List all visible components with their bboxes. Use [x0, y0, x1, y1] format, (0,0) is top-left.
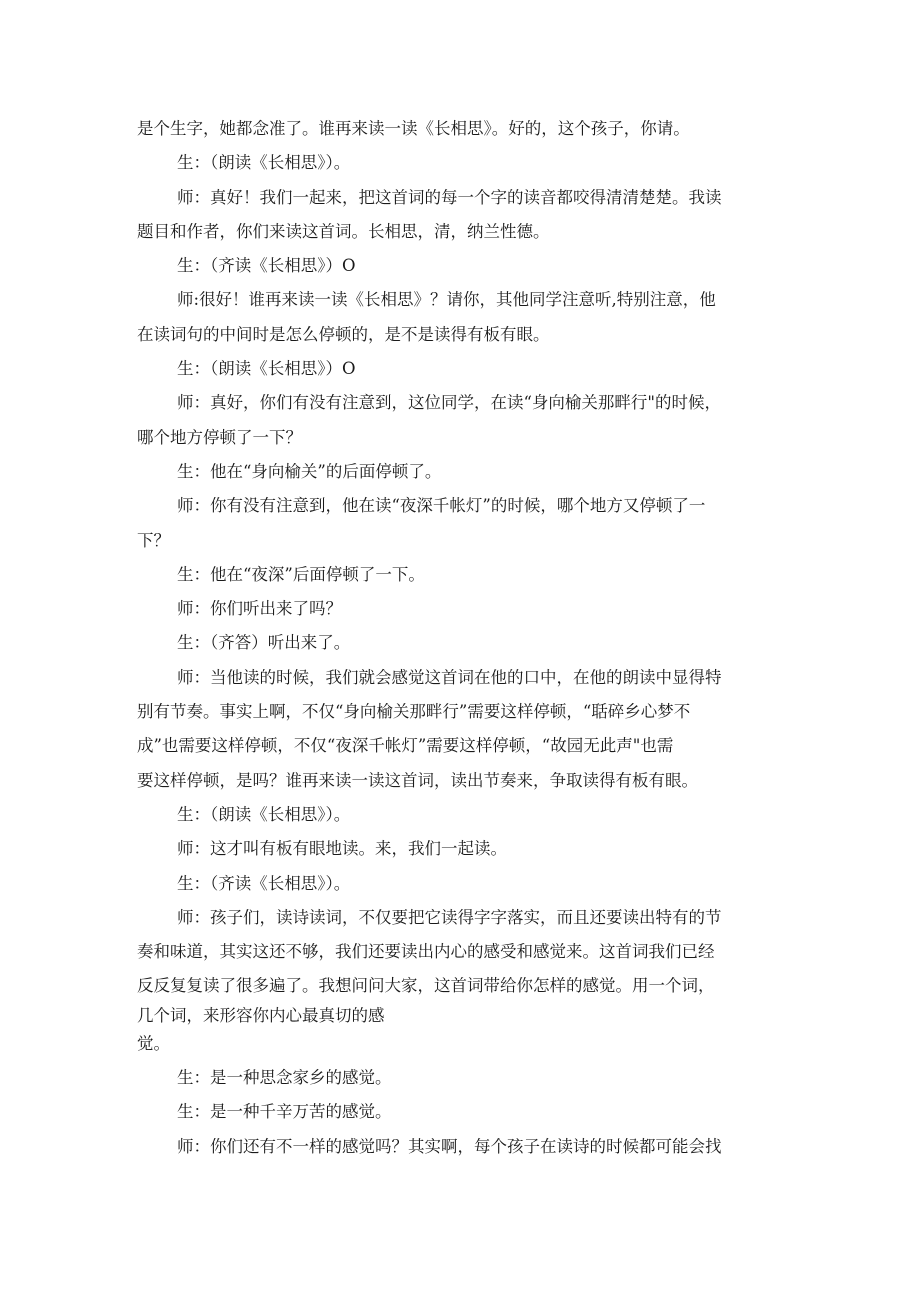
text-line: 反反复复读了很多遍了。我想问问大家，这首词带给你怎样的感觉。用一个词， — [137, 976, 715, 996]
text-line: 在读词句的中间时是怎么停顿的，是不是读得有板有眼。 — [137, 324, 550, 344]
text-line: 师：真好，你们有没有注意到，这位同学，在读“身向榆关那畔行"的时候， — [177, 393, 722, 413]
text-line: 要这样停顿，是吗？谁再来读一读这首词，读出节奏来，争取读得有板有眼。 — [137, 770, 698, 790]
text-line: 师：孩子们，读诗读词，不仅要把它读得字字落实，而且还要读出特有的节 — [177, 907, 722, 927]
text-line: 师：你有没有注意到，他在读“夜深千帐灯”的时候，哪个地方又停顿了一 — [177, 496, 706, 516]
text-line: 哪个地方停顿了一下？ — [137, 427, 302, 447]
text-line: 觉。 — [137, 1033, 170, 1053]
text-line: 生：是一种思念家乡的感觉。 — [177, 1068, 392, 1088]
text-line: 生：（齐答）听出来了。 — [177, 633, 351, 653]
text-line: 生：（朗读《长相思》）。 — [177, 153, 351, 173]
text-line: 生：（齐读《长相思》）。 — [177, 873, 351, 893]
text-line: 生：他在“夜深”后面停顿了一下。 — [177, 564, 425, 584]
text-line: 成”也需要这样停顿，不仅“夜深千帐灯”需要这样停顿，“故园无此声"也需 — [137, 736, 674, 756]
text-line: 师：你们还有不一样的感觉吗？其实啊，每个孩子在读诗的时候都可能会找 — [177, 1136, 722, 1156]
text-line: 下？ — [137, 530, 170, 550]
text-line: 生：他在“身向榆关”的后面停顿了。 — [177, 461, 442, 481]
text-line: 几个词，来形容你内心最真切的感 — [137, 1005, 385, 1025]
text-line: 奏和味道，其实这还不够，我们还要读出内心的感受和感觉来。这首词我们已经 — [137, 942, 715, 962]
text-line: 师:很好！谁再来读一读《长相思》？请你，其他同学注意听,特别注意，他 — [177, 290, 716, 310]
text-line: 师：当他读的时候，我们就会感觉这首词在他的口中，在他的朗读中显得特 — [177, 667, 722, 687]
text-line: 生：（朗读《长相思》）。 — [177, 804, 351, 824]
text-line: 师：你们听出来了吗？ — [177, 599, 342, 619]
text-line: 是个生字，她都念准了。谁再来读一读《长相思》。好的，这个孩子，你请。 — [137, 119, 690, 138]
text-line: 师：这才叫有板有眼地读。来，我们一起读。 — [177, 839, 507, 859]
text-line: 师：真好！我们一起来，把这首词的每一个字的读音都咬得清清楚楚。我读 — [177, 187, 722, 207]
text-line: 生：（齐读《长相思》）O — [177, 256, 356, 276]
text-line: 生：（朗读《长相思》）O — [177, 359, 356, 379]
text-line: 生：是一种千辛万苦的感觉。 — [177, 1102, 392, 1122]
document-body — [137, 112, 792, 1164]
text-line: 题目和作者，你们来读这首词。长相思，清，纳兰性德。 — [137, 221, 550, 241]
text-line: 别有节奏。事实上啊，不仅“身向榆关那畔行”需要这样停顿，“聒碎乡心梦不 — [137, 702, 691, 722]
